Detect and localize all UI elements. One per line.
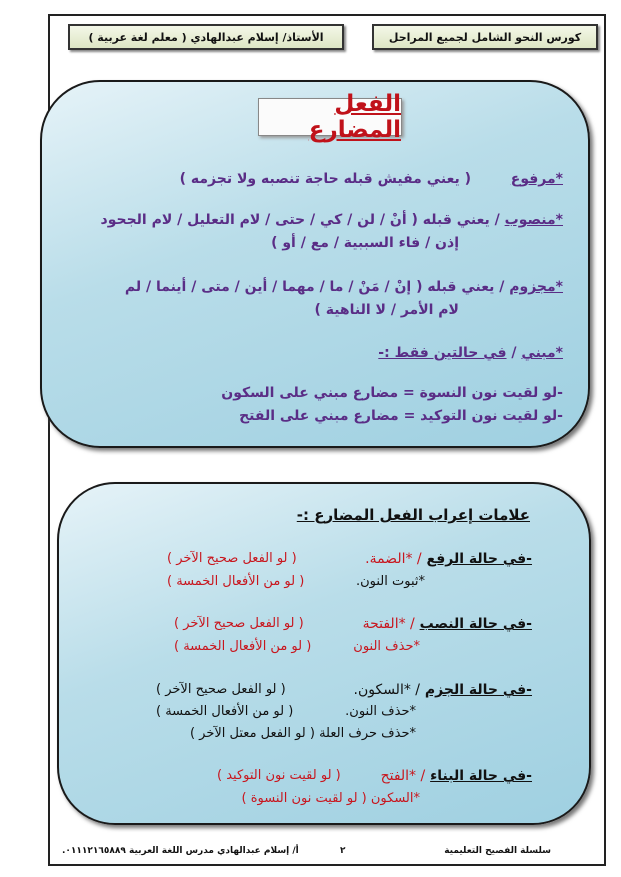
jazm-mark-1: / *السكون. [353,682,421,698]
mabni-desc: في حالتين فقط :- [378,345,507,361]
jazm-line-1 [354,682,533,698]
mansub-desc-2: إذن / فاء السببية / مع / أو ) [271,235,459,251]
bina-line-2: *السكون ( لو لقيت نون النسوة ) [241,791,420,806]
bina-head: -في حالة البناء [430,768,532,784]
jazm-note-2: ( لو من الأفعال الخمسة ) [156,704,294,719]
majzum-term: *مجزوم [509,279,563,295]
nasb-mark-1: / *الفتحة [362,616,415,632]
raf-line-1 [365,551,532,567]
raf-note-2: ( لو من الأفعال الخمسة ) [167,574,305,589]
bina-note-1: ( لو لقيت نون التوكيد ) [217,768,341,783]
jazm-mark-2: *حذف النون. [345,704,416,719]
mansub-term: *منصوب [504,212,563,228]
nasb-head: -في حالة النصب [419,616,532,632]
raf-mark-1: / *الضمة. [365,551,422,567]
marfu-term: *مرفوع [510,171,563,187]
mansub-line [101,212,563,228]
raf-mark-2: *ثبوت النون. [355,574,425,589]
mabni-line [378,345,563,361]
mansub-line-2 [271,235,459,251]
rule-nun-niswa-text: -لو لقيت نون النسوة = مضارع مبني على السكون [221,385,563,401]
course-header-box [372,24,598,50]
footer-series: سلسلة الفصيح التعليمية [444,846,551,856]
rule-nun-niswa [221,385,563,401]
teacher-name: الأستاذ/ إسلام عبدالهادي ( معلم لغة عربية ) [88,30,324,44]
lesson-title-box [258,91,402,143]
nasb-mark-2: *حذف النون [353,639,420,654]
jazm-note-1: ( لو الفعل صحيح الآخر ) [156,682,286,697]
majzum-desc-2: لام الأمر / لا الناهية ) [314,302,459,318]
nasb-line-1 [363,616,532,632]
majzum-desc-1: / يعني قبله ( إنْ / مَنْ / ما / مهما / أين / متى / أينما / لم [124,279,505,295]
marfu-desc: ( يعني مفيش قبله حاجة تنصبه ولا تجزمه ) [179,171,472,187]
footer-page-number: ٢ [340,846,346,856]
jazm-head: -في حالة الجزم [424,682,532,698]
course-title: كورس النحو الشامل لجميع المراحل [388,30,582,44]
majzum-line [125,279,563,295]
mabni-term: *مبني [521,345,563,361]
nasb-note-2: ( لو من الأفعال الخمسة ) [174,639,312,654]
mansub-desc-1: / يعني قبله ( أنْ / لن / كي / حتى / لام التعليل / لام الجحود [100,212,500,228]
rule-nun-tawkid [239,408,563,424]
footer-author: أ/ إسلام عبدالهادي مدرس اللغة العربية ٠١١١٢١٦٥٨٨٩. [62,846,299,856]
rule-nun-tawkid-text: -لو لقيت نون التوكيد = مضارع مبني على الفتح [239,408,563,424]
bina-mark-1: / *الفتح [380,768,426,784]
lesson-title: الفعل المضارع [308,91,401,143]
bina-line-1 [381,768,532,784]
marfu-line [180,171,563,187]
iraab-title: علامات إعراب الفعل المضارع :- [296,506,530,524]
mabni-separator: / [511,345,517,361]
raf-note-1: ( لو الفعل صحيح الآخر ) [167,551,297,566]
majzum-line-2 [314,302,459,318]
raf-head: -في حالة الرفع [426,551,532,567]
jazm-line-3: *حذف حرف العلة ( لو الفعل معتل الآخر ) [189,726,416,741]
teacher-header-box [68,24,344,50]
nasb-note-1: ( لو الفعل صحيح الآخر ) [174,616,304,631]
